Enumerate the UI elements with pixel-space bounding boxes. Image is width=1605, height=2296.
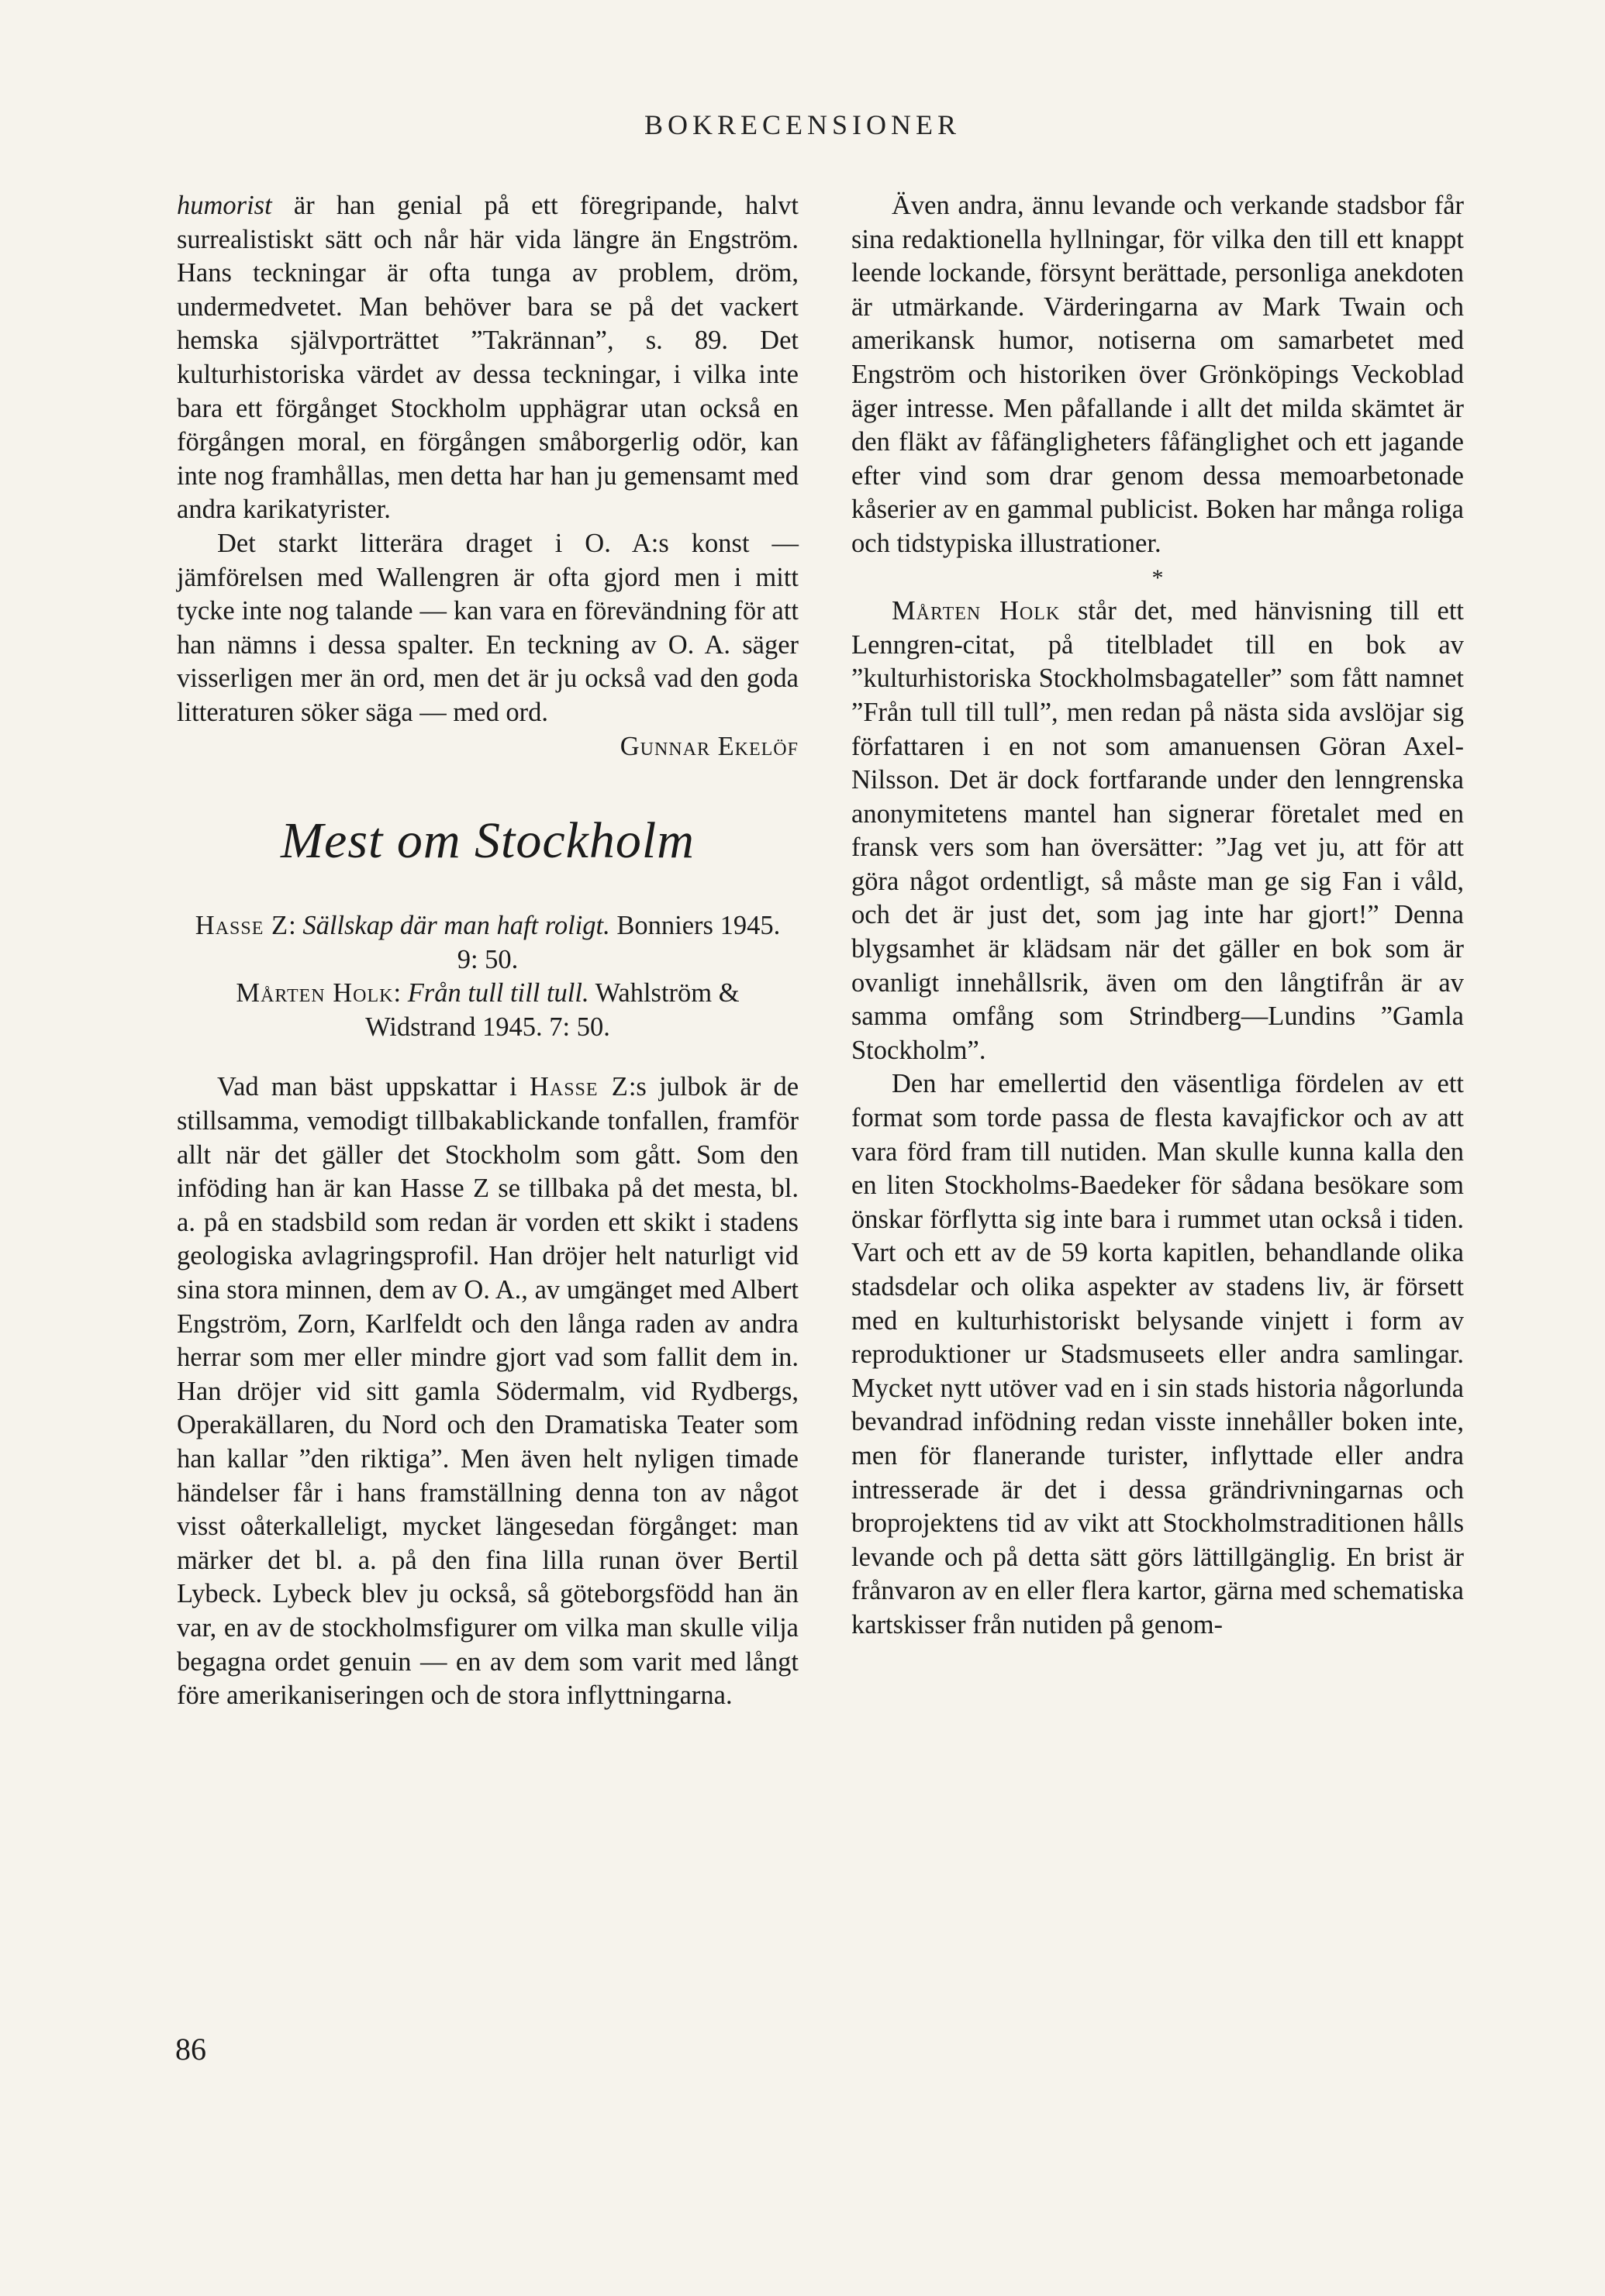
bib-title: Sällskap där man haft roligt. bbox=[302, 911, 610, 941]
paragraph: Den har emellertid den väsentliga fördelen av ett format som torde passa de flesta kavajfickor och av att vara förd fram till nutiden. Man skulle kunna kalla den en liten Stockholms-Baedeker för sådana besökare som önskar förflytta sig inte bara i rummet utan också i tiden. Vart och ett av de 59 korta kapitlen, behandlande olika stadsdelar och olika aspekter av stadens liv, är försett med en kulturhistoriskt belysande vinjett i form av reproduktioner ur Stadsmuseets eller andra samlingar. Mycket nytt utöver vad en i sin stads historia någorlunda bevandrad infödning redan visste innehåller boken inte, men för flanerande turister, inflyttade eller andra intresserade är det i dessa grändrivningarnas och broprojektens tid av vikt att Stockholmstraditionen hålls levande och på detta sätt görs lättillgänglig. En brist är frånvaron av en eller flera kartor, gärna med schematiska kartskisser från nutiden på genom- bbox=[851, 1069, 1464, 1639]
paragraph bbox=[851, 595, 1464, 1067]
section-separator: * bbox=[1151, 564, 1164, 591]
lead-word: humorist bbox=[177, 191, 272, 220]
paragraph-text: står det, med hänvisning till ett Lenngren-citat, på titelbladet till en bok av ”kulturhistoriska Stockholmsbagateller” som fått namnet ”Från tull till tull”, men redan på nästa sida avslöjar sig författaren i en not som amanuensen Göran Axel-Nilsson. Det är dock fortfarande under den lenngrenska anonymitetens mantel han signerar företalet med en fransk vers som han översätter: ”Jag vet ju, att för att göra något ordentligt, så måste man ge sig Fan i våld, och det är just det, som jag inte har gjort!” Denna blygsamhet är klädsam när det gäller en bok som är ovanligt innehållsrik, även om den långtifrån är av samma omfång som Strindberg—Lundins ”Gamla Stockholm”. bbox=[851, 596, 1465, 1065]
bib-publisher: Wahlström & Widstrand 1945. 7: 50. bbox=[365, 978, 740, 1042]
paragraph: Även andra, ännu levande och verkande stadsbor får sina redaktionella hyllningar, för vilka den till ett knappt leende lockande, försynt berättade, personliga anekdoten är utmärkande. Värderingarna av Mark Twain och amerikansk humor, notiserna om samarbetet med Engström och historiken över Grönköpings Veckoblad äger intresse. Men påfallande i allt det milda skämtet är den fläkt av fåfängligheters fåfänglighet och ett jagande efter vind som drar genom dessa memoarbetonade kåserier av en gammal publicist. Boken har många roliga och tidstypiska illustrationer. bbox=[851, 191, 1464, 558]
left-column bbox=[177, 189, 799, 1713]
bib-publisher: Bonniers 1945. 9: 50. bbox=[457, 911, 781, 974]
right-column bbox=[851, 189, 1464, 1643]
review-signature: Gunnar Ekelöf bbox=[620, 731, 799, 761]
paragraph: Det starkt litterära draget i O. A:s konst — jämförelsen med Wallengren är ofta gjord men i mitt tycke inte nog talande — kan vara en förevändning för att han nämns i dessa spalter. En teckning av O. A. säger visserligen mer än ord, men det är ju också vad den goda litteraturen söker säga — med ord. bbox=[177, 528, 799, 727]
bib-title: Från tull till tull. bbox=[407, 978, 589, 1008]
page-number: 86 bbox=[175, 2032, 206, 2067]
paragraph-text: är han genial på ett föregripande, halvt surrealistiskt sätt och når här vida längre än Engström. Hans teckningar är ofta tunga av problem, dröm, undermedvetet. Man behöver bara se på det vackert hemska självporträttet ”Takrännan”, s. 89. Det kulturhistoriska värdet av dessa teckningar, i vilka inte bara ett förgånget Stockholm upphägrar utan också en förgången moral, en förgången småborgerlig odör, kan inte nog framhållas, men detta har han ju gemensamt med andra karikatyrister. bbox=[177, 191, 799, 525]
author-name: Hasse Z bbox=[529, 1072, 629, 1102]
paragraph-text: Vad man bäst uppskattar i bbox=[217, 1072, 530, 1102]
bib-author: Hasse Z bbox=[195, 911, 289, 941]
bib-author: Mårten Holk bbox=[236, 978, 394, 1008]
running-head: BOKRECENSIONER bbox=[644, 109, 961, 140]
author-name: Mårten Holk bbox=[892, 596, 1061, 626]
section-title: Mest om Stockholm bbox=[281, 812, 695, 870]
bibliography-entry: Hasse Z: Sällskap där man haft roligt. Bonniers 1945. 9: 50. bbox=[195, 911, 781, 974]
bibliography-entry: Mårten Holk: Från tull till tull. Wahlström & Widstrand 1945. 7: 50. bbox=[236, 978, 740, 1042]
paragraph-text: :s julbok är de stillsamma, vemodigt tillbakablickande tonfallen, framför allt när det gäller det Stockholm som gått. Som den inföding han är kan Hasse Z se tillbaka på det mesta, bl. a. på en stadsbild som redan är vorden ett skikt i stadens geologiska avlagringsprofil. Han dröjer helt naturligt vid sina stora minnen, dem av O. A., av umgänget med Albert Engström, Zorn, Karlfeldt och den långa raden av andra herrar som mer eller mindre gjort vad som fallit dem in. Han dröjer vid sitt gamla Södermalm, vid Rydbergs, Operakällaren, du Nord och den Dramatiska Teater som han kallar ”den riktiga”. Men även helt nyligen timade händelser får i hans framställning denna ton av något visst oåterkalleligt, mycket längesedan förgånget: man märker det bl. a. på den fina lilla runan över Bertil Lybeck. Lybeck blev ju också, så göteborgsfödd han än var, en av de stockholmsfigurer om vilka man skulle vilja begagna ordet genuin — en av dem som varit med långt före amerikaniseringen och de stora inflyttningarna. bbox=[177, 1072, 799, 1711]
paragraph bbox=[177, 1070, 799, 1712]
paragraph bbox=[177, 189, 799, 527]
